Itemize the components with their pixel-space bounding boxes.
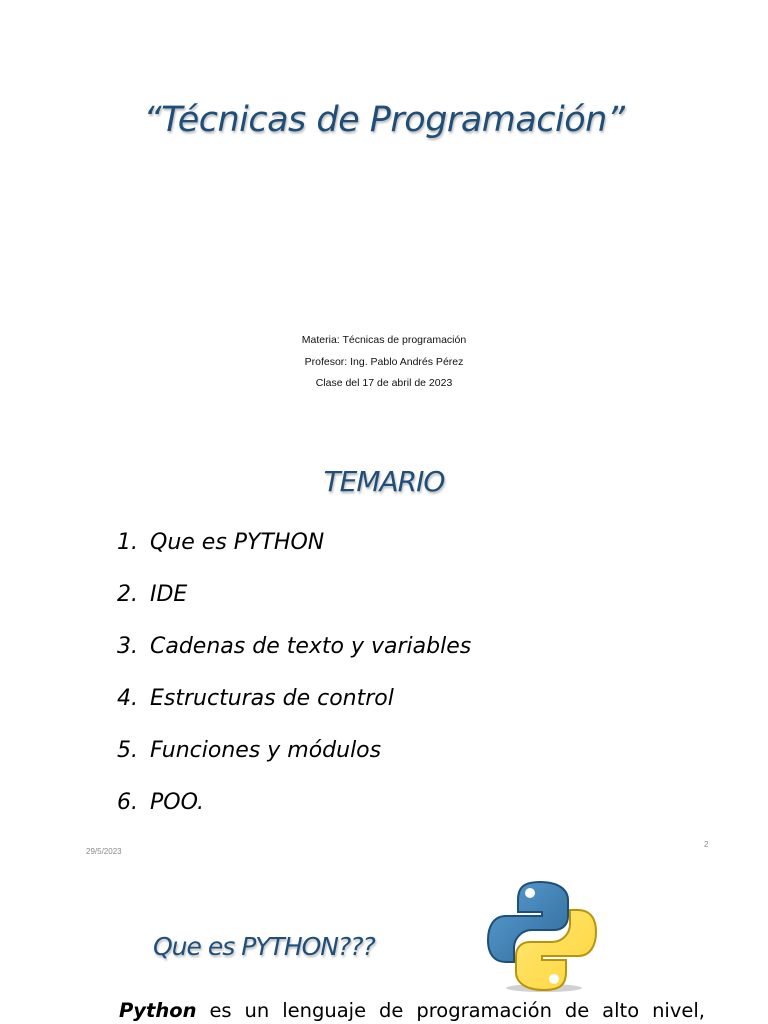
python-logo-icon: [484, 878, 600, 994]
topic-label: Funciones y módulos: [150, 738, 382, 763]
topic-item: [117, 686, 471, 738]
topic-item: [117, 738, 471, 790]
topic-number: 6.: [117, 790, 138, 815]
topic-number: 3.: [117, 634, 138, 659]
topic-number: 1.: [117, 530, 138, 555]
topic-label: Estructuras de control: [150, 686, 394, 711]
subject-line: Materia: Técnicas de programación: [301, 334, 467, 346]
topic-item: [117, 530, 471, 582]
python-slide: [0, 872, 768, 1024]
topic-label: Cadenas de texto y variables: [150, 634, 472, 659]
topic-number: 5.: [117, 738, 138, 763]
topic-number: 2.: [117, 582, 138, 607]
professor-line: Profesor: Ing. Pablo Andrés Pérez: [304, 356, 464, 368]
topic-number: 4.: [117, 686, 138, 711]
temario-title: TEMARIO: [323, 465, 445, 498]
topic-label: Que es PYTHON: [150, 530, 325, 555]
python-slide-title: Que es PYTHON???: [153, 932, 375, 961]
class-date-line: Clase del 17 de abril de 2023: [315, 377, 453, 389]
page-number: 2: [704, 840, 709, 849]
python-bold-word: Python: [119, 999, 197, 1022]
topic-item: [117, 582, 471, 634]
topic-list: [117, 530, 471, 842]
topic-label: IDE: [150, 582, 188, 607]
python-description: [119, 997, 705, 1024]
presentation-title: “Técnicas de Programación”: [143, 100, 625, 140]
topic-item: [117, 790, 471, 842]
footer-date: 29/5/2023: [86, 847, 122, 856]
temario-slide: [0, 440, 768, 872]
topic-label: POO.: [150, 790, 205, 815]
title-slide: [0, 0, 768, 440]
topic-item: [117, 634, 471, 686]
python-description-rest: es un lenguaje de programación de alto nivel,: [196, 999, 705, 1022]
